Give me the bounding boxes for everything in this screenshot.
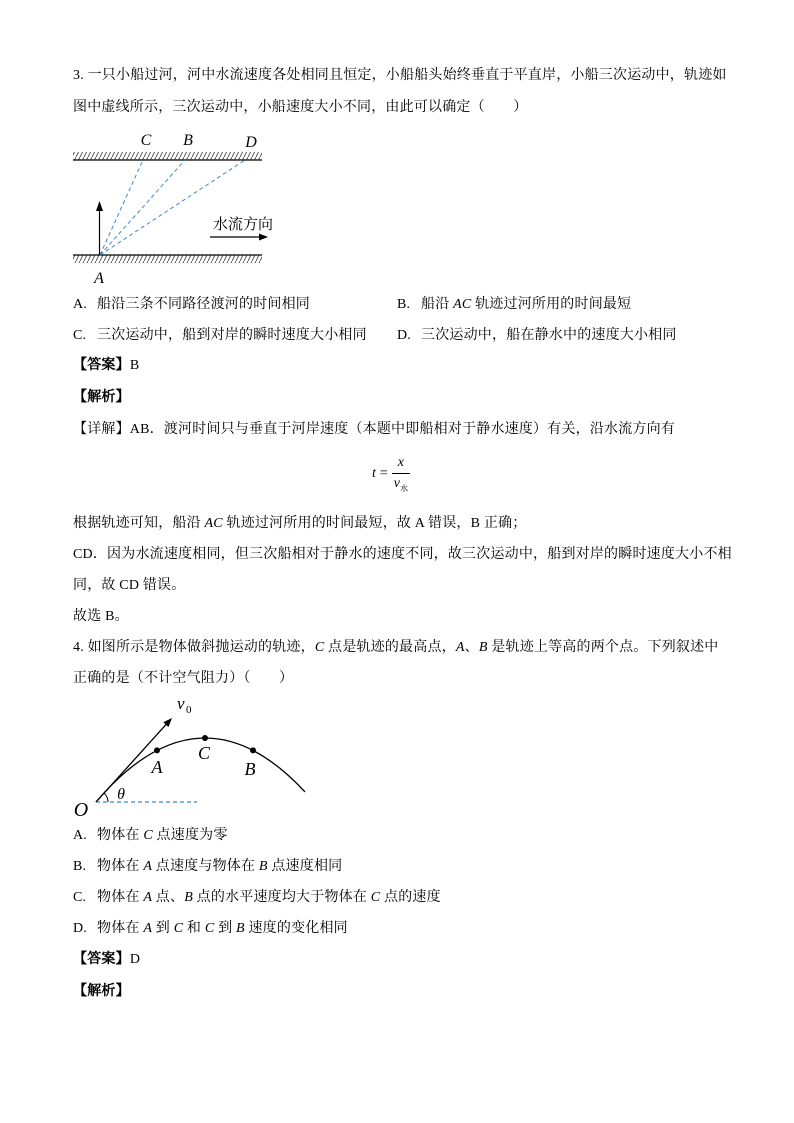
option-text: 物体在 bbox=[97, 890, 144, 905]
boat-heading-arrow-head-icon bbox=[96, 201, 103, 211]
option-text: 三次运动中，船到对岸的瞬时速度大小相同 bbox=[97, 328, 367, 343]
q4-option-a bbox=[73, 826, 228, 846]
explanation-text: 根据轨迹可知，船沿 bbox=[73, 516, 205, 531]
option-text: 船沿三条不同路径渡河的时间相同 bbox=[97, 297, 310, 312]
near-bank-hatching bbox=[73, 255, 262, 263]
q3-explanation-reasoning bbox=[73, 514, 526, 534]
q4-option-b bbox=[73, 857, 342, 877]
q3-answer bbox=[73, 356, 139, 376]
option-text: 点、 bbox=[152, 890, 185, 905]
q3-stem-line-1: 3. 一只小船过河，河中水流速度各处相同且恒定，小船船头始终垂直于平直岸，小船三次运动中，轨迹如 bbox=[73, 68, 727, 83]
answer-value: D bbox=[129, 952, 141, 967]
option-letter: B. bbox=[73, 859, 87, 874]
q4-option-c bbox=[73, 888, 441, 908]
formula-denominator bbox=[394, 474, 408, 493]
option-text: 点速度与物体在 bbox=[152, 859, 259, 874]
q3-stem-line-2: 图中虚线所示，三次运动中，小船速度大小不同，由此可以确定（ ） bbox=[73, 100, 528, 115]
q3-option-c bbox=[73, 326, 367, 346]
point-label: C bbox=[204, 921, 215, 936]
point-label: A bbox=[143, 859, 153, 874]
q4-answer bbox=[73, 950, 140, 970]
trajectory-ac bbox=[100, 160, 143, 255]
origin-label: O bbox=[73, 799, 89, 821]
velocity-label: v bbox=[177, 694, 185, 713]
q4-analysis-heading: 【解析】 bbox=[73, 984, 130, 999]
point-label: C bbox=[173, 921, 184, 936]
path-label: AC bbox=[453, 297, 472, 312]
option-text: 点速度相同 bbox=[267, 859, 343, 874]
point-label: A bbox=[455, 640, 465, 655]
point-c-label: C bbox=[197, 743, 211, 763]
option-letter: B. bbox=[397, 297, 411, 312]
q3-conclusion: 故选 B。 bbox=[73, 609, 129, 624]
q3-option-d bbox=[397, 326, 677, 346]
q3-explanation-intro: 【详解】AB．渡河时间只与垂直于河岸速度（本题中即船相对于静水速度）有关，沿水流方向有 bbox=[73, 422, 676, 437]
option-text: 到 bbox=[152, 921, 174, 936]
q3-analysis-heading: 【解析】 bbox=[73, 390, 130, 405]
q3-option-a bbox=[73, 295, 310, 315]
option-text: 物体在 bbox=[97, 921, 144, 936]
formula-denominator-subscript: 水 bbox=[400, 484, 409, 493]
far-bank-hatching bbox=[73, 152, 262, 160]
point-b-marker bbox=[250, 747, 256, 753]
point-c-label: C bbox=[140, 132, 152, 149]
option-text: 物体在 bbox=[97, 828, 144, 843]
formula-numerator: x bbox=[392, 455, 410, 474]
angle-theta-label: θ bbox=[117, 786, 125, 803]
point-c-marker bbox=[202, 735, 208, 741]
point-a-label: A bbox=[151, 757, 163, 777]
answer-value: B bbox=[129, 358, 140, 373]
crossing-time-formula bbox=[372, 455, 410, 493]
formula-fraction bbox=[392, 455, 410, 493]
point-b-label: B bbox=[244, 759, 256, 779]
point-label: C bbox=[370, 890, 381, 905]
option-text: 速度的变化相同 bbox=[244, 921, 348, 936]
flow-direction-label: 水流方向 bbox=[213, 217, 274, 233]
launch-angle-arc bbox=[104, 793, 108, 802]
path-label: AC bbox=[204, 516, 223, 531]
option-text: 点的速度 bbox=[380, 890, 441, 905]
point-d-label: D bbox=[245, 134, 257, 151]
explanation-text: 轨迹过河所用的时间最短，故 A 错误，B 正确； bbox=[222, 516, 527, 531]
formula-lhs: t bbox=[372, 466, 376, 481]
option-text: 三次运动中，船在静水中的速度大小相同 bbox=[421, 328, 677, 343]
formula-denominator-symbol: v bbox=[393, 476, 401, 491]
q4-stem-line-1 bbox=[73, 638, 719, 658]
option-letter: D. bbox=[397, 328, 412, 343]
q4-stem-line-2: 正确的是（不计空气阻力）（ ） bbox=[73, 671, 294, 686]
point-label: C bbox=[314, 640, 325, 655]
q3-explanation-cd-line-1: CD．因为水流速度相同，但三次船相对于静水的速度不同，故三次运动中，船到对岸的瞬时速度大小不相 bbox=[73, 547, 732, 562]
answer-heading: 【答案】 bbox=[73, 358, 130, 373]
point-b-label: B bbox=[183, 132, 193, 149]
point-label: B bbox=[184, 890, 193, 905]
q4-option-d bbox=[73, 919, 348, 939]
option-text: 物体在 bbox=[97, 859, 144, 874]
option-text: 到 bbox=[214, 921, 236, 936]
point-a-marker bbox=[154, 747, 160, 753]
option-text: 点速度为零 bbox=[152, 828, 228, 843]
option-text: 船沿 bbox=[421, 297, 454, 312]
stem-text: 是轨迹上等高的两个点。下列叙述中 bbox=[487, 640, 719, 655]
flow-arrow-head-icon bbox=[259, 234, 268, 241]
point-label: A bbox=[143, 921, 153, 936]
point-label: B bbox=[258, 859, 268, 874]
point-label: A bbox=[143, 890, 153, 905]
option-text: 和 bbox=[183, 921, 205, 936]
q3-explanation-cd-line-2: 同，故 CD 错误。 bbox=[73, 578, 186, 593]
projectile-figure bbox=[65, 690, 315, 820]
point-label: B bbox=[478, 640, 488, 655]
q3-option-b bbox=[397, 295, 631, 315]
point-label: B bbox=[236, 921, 245, 936]
answer-heading: 【答案】 bbox=[73, 952, 130, 967]
option-letter: A. bbox=[73, 828, 88, 843]
option-letter: C. bbox=[73, 328, 87, 343]
stem-text: 4. 如图所示是物体做斜抛运动的轨迹， bbox=[73, 640, 315, 655]
stem-text: 、 bbox=[464, 640, 479, 655]
option-letter: A. bbox=[73, 297, 88, 312]
stem-text: 点是轨迹的最高点， bbox=[324, 640, 456, 655]
point-label: C bbox=[143, 828, 153, 843]
velocity-subscript-label: 0 bbox=[186, 704, 192, 716]
option-text: 点的水平速度均大于物体在 bbox=[192, 890, 371, 905]
river-crossing-figure bbox=[60, 125, 290, 290]
option-letter: C. bbox=[73, 890, 87, 905]
option-letter: D. bbox=[73, 921, 88, 936]
formula-equals: = bbox=[379, 466, 388, 481]
point-a-label: A bbox=[94, 270, 104, 287]
option-text: 轨迹过河所用的时间最短 bbox=[471, 297, 632, 312]
